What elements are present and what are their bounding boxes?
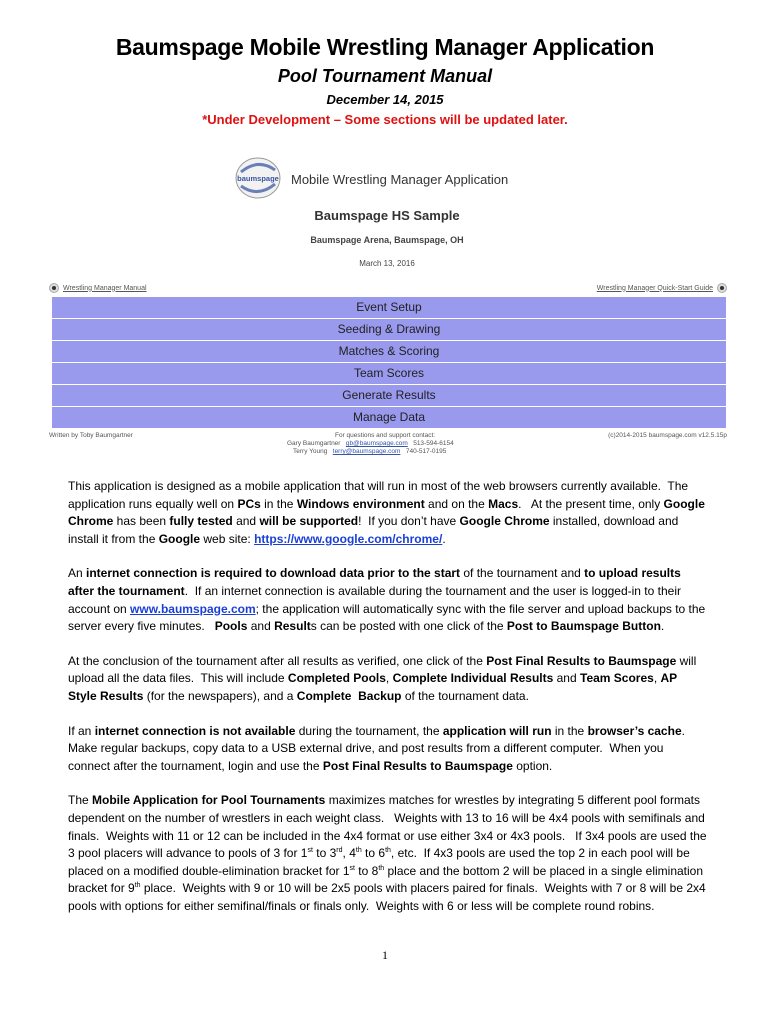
page-number: 1 — [382, 948, 388, 962]
contact-name: Gary Baumgartner — [287, 440, 341, 447]
paragraph: If an internet connection is not available during the tournament, the application will run in the browser’s cache. Make regular backups, copy data to a USB external drive, and post results from a different computer. When you connect after the tournament, login and use the Post Final Results to Baumspage option. — [68, 723, 689, 773]
paragraph: The Mobile Application for Pool Tournaments maximizes matches for wrestles by integrating 5 different pool formats dependent on the number of wrestlers in each weight class. Weights with 13 to 16 will be 4x4 pools with semifinals and finals. Weights with 11 or 12 can be included in the 4x4 format or use either 3x4 or 4x3 pools. If 3x4 pools are used the 3 pool placers will advance to pools of 3 for 1st to 3rd, 4th to 6th, etc. If 4x3 pools are used the top 2 in each pool will be placed on a modified double-elimination bracket for 1st to 8th place and the bottom 2 will be placed in a single elimination bracket for 9th place. Weights with 9 or 10 will be 2x5 pools with placers paired for finals. Weights with 7 or 8 will be 2x4 pools with options for either semifinal/finals or finals only. Weights with 6 or less will be complete round robins. — [68, 793, 707, 913]
event-name: Baumspage HS Sample — [314, 208, 460, 223]
manual-body — [68, 478, 708, 932]
baumspage-logo-icon — [233, 154, 283, 202]
quickstart-link-label: Wrestling Manager Quick-Start Guide — [596, 284, 713, 292]
development-warning: *Under Development – Some sections will be updated later. — [202, 112, 568, 127]
menu-matches-scoring[interactable]: Matches & Scoring — [52, 341, 726, 363]
event-date: March 13, 2016 — [359, 259, 415, 268]
document-date: December 14, 2015 — [326, 92, 444, 107]
app-name: Mobile Wrestling Manager Application — [291, 172, 509, 187]
menu-generate-results[interactable]: Generate Results — [52, 385, 726, 407]
baumspage-link[interactable]: www.baumspage.com — [130, 601, 256, 616]
page-subtitle: Pool Tournament Manual — [277, 66, 493, 86]
menu-manage-data[interactable]: Manage Data — [52, 407, 726, 429]
contact-row — [287, 448, 454, 456]
app-screenshot — [47, 150, 727, 460]
page-title: Baumspage Mobile Wrestling Manager Application — [115, 34, 655, 60]
manual-link-label: Wrestling Manager Manual — [63, 284, 147, 292]
contact-phone: 513-594-6154 — [413, 440, 454, 447]
main-menu — [52, 297, 726, 429]
radio-icon — [717, 283, 727, 293]
logo-text: baumspage — [237, 174, 279, 183]
quickstart-link[interactable] — [597, 283, 727, 293]
menu-event-setup[interactable]: Event Setup — [52, 297, 726, 319]
contact-email[interactable]: terry@baumspage.com — [332, 448, 401, 455]
footer-contact — [287, 432, 454, 456]
contact-email[interactable]: gb@baumspage.com — [345, 440, 408, 447]
chrome-download-link[interactable]: https://www.google.com/chrome/ — [254, 531, 443, 546]
radio-icon — [49, 283, 59, 293]
contact-row — [287, 440, 454, 448]
paragraph: An internet connection is required to download data prior to the start of the tournament and to upload results after the tournament. If an internet connection is available during the tournament and the user is logged-in to their account on www.baumspage.com; the application will automatically sync with the file server and upload backups to the server every five minutes. Pools and Results can be posted with one click of the Post to Baumspage Button. — [68, 566, 706, 634]
contact-phone: 740-517-0195 — [405, 448, 447, 455]
contact-title: For questions and support contact: — [335, 432, 436, 439]
footer-copyright: (c)2014-2015 baumspage.com v12.5.15p — [608, 432, 727, 439]
menu-seeding-drawing[interactable]: Seeding & Drawing — [52, 319, 726, 341]
manual-link[interactable] — [49, 283, 147, 293]
menu-team-scores[interactable]: Team Scores — [52, 363, 726, 385]
footer-author: Written by Toby Baumgartner — [49, 432, 133, 439]
paragraph: This application is designed as a mobile application that will run in most of the web browsers currently available. The application runs equally well on PCs in the Windows environment and on the Macs. At the present time, only Google Chrome has been fully tested and will be supported! If you don’t have Google Chrome installed, download and install it from the Google web site: https://www.google.com/chrome/. — [68, 479, 705, 546]
event-venue: Baumspage Arena, Baumspage, OH — [310, 235, 464, 245]
paragraph: At the conclusion of the tournament after all results as verified, one click of the Post Final Results to Baumspage will upload all the data files. This will include Completed Pools, Complete Individual Results and Team Scores, AP Style Results (for the newspapers), and a Complete Backup of the tournament data. — [68, 653, 697, 703]
contact-name: Terry Young — [293, 448, 328, 455]
